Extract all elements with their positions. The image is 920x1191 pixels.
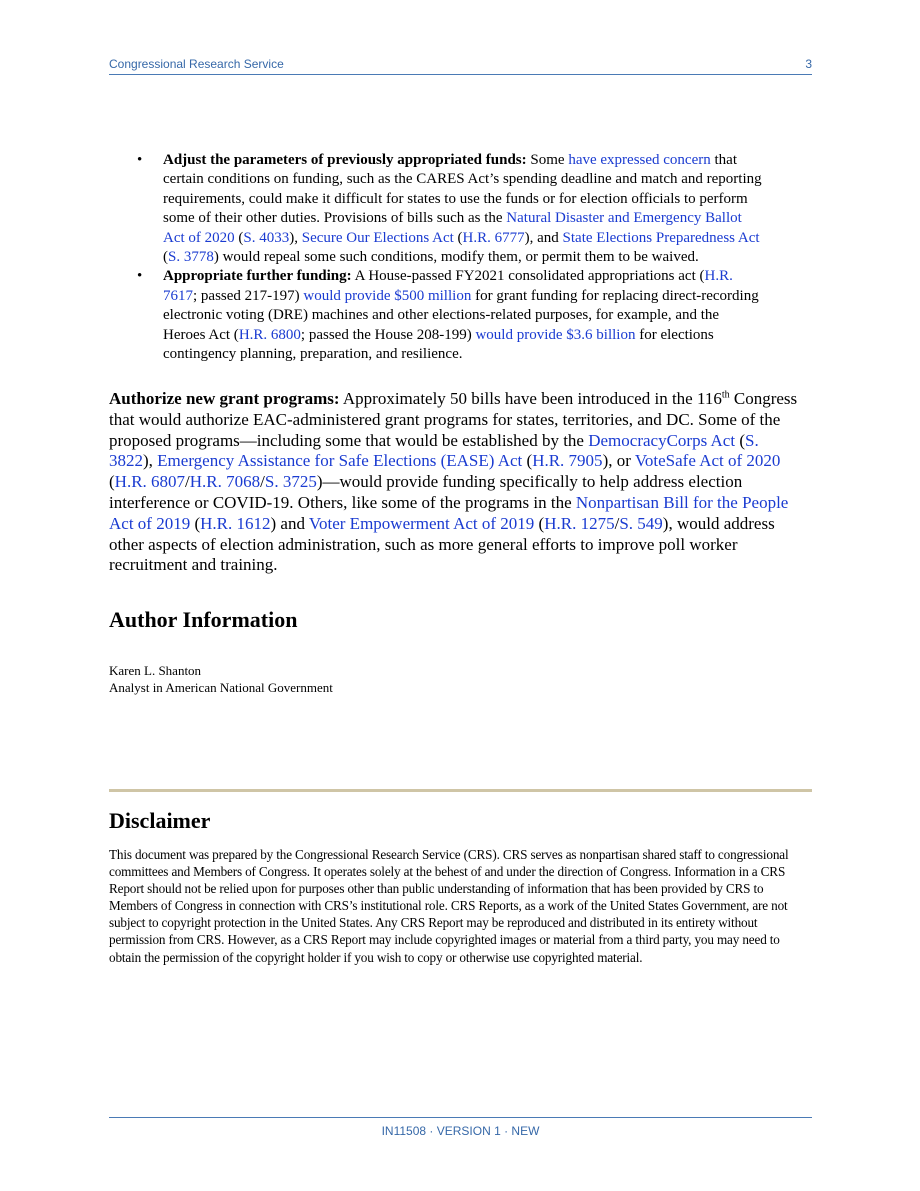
grant-programs-paragraph <box>109 389 804 576</box>
bullet-title: Adjust the parameters of previously appropriated funds: <box>163 152 527 168</box>
ordinal-suffix: th <box>721 389 730 401</box>
link-ease-act[interactable]: Emergency Assistance for Safe Elections (EASE) Act <box>157 451 523 471</box>
paragraph-text: ( <box>190 513 201 533</box>
link-s-549[interactable]: S. 549 <box>619 513 663 533</box>
bullet-text: A House-passed FY2021 consolidated appropriations act ( <box>351 268 705 285</box>
link-hr-6777[interactable]: H.R. 6777 <box>462 229 525 246</box>
bullet-item-adjust-parameters <box>137 151 762 267</box>
paragraph-text: ) and <box>270 513 309 533</box>
bullet-text: ( <box>234 229 244 246</box>
link-hr-7905[interactable]: H.R. 7905 <box>532 451 603 471</box>
link-votesafe-act[interactable]: VoteSafe Act of 2020 <box>634 451 781 471</box>
section-divider <box>109 789 812 792</box>
author-title: Analyst in American National Government <box>109 680 333 695</box>
author-info-block <box>109 662 333 696</box>
link-state-elections-preparedness-act[interactable]: State Elections Preparedness Act <box>562 229 760 246</box>
paragraph-text: / <box>260 472 265 492</box>
paragraph-text: Congress that would authorize EAC-administered grant programs for states, territories, and DC. Some of the proposed programs—including some that would be established by the <box>109 389 798 450</box>
header-source: Congressional Research Service <box>109 57 284 71</box>
page-footer <box>109 1117 812 1138</box>
link-s-3725[interactable]: S. 3725 <box>264 472 317 492</box>
link-would-provide-3-6-billion[interactable]: would provide $3.6 billion <box>475 326 636 343</box>
paragraph-text: ( <box>522 451 533 471</box>
bullet-text: for grant funding for replacing direct-recording electronic voting (DRE) machines and other elections-related purposes, for example, and the Heroes Act ( <box>163 287 759 343</box>
bullet-item-appropriate-funding <box>137 267 762 364</box>
link-hr-6800[interactable]: H.R. 6800 <box>238 326 301 343</box>
paragraph-text: ), <box>143 451 158 471</box>
paragraph-text: / <box>614 513 620 533</box>
link-s-3822[interactable]: S. 3822 <box>109 430 759 471</box>
bullet-text: ) would repeal some such conditions, modify them, or permit them to be waived. <box>213 249 699 266</box>
bullet-text: ; passed 217-197) <box>193 287 304 304</box>
link-have-expressed-concern[interactable]: have expressed concern <box>568 152 711 168</box>
link-secure-our-elections-act[interactable]: Secure Our Elections Act <box>301 229 454 246</box>
link-natural-disaster-ballot-act[interactable]: Natural Disaster and Emergency Ballot Act of 2020 <box>163 210 742 246</box>
paragraph-text: ), or <box>602 451 635 471</box>
link-would-provide-500-million[interactable]: would provide $500 million <box>303 287 472 304</box>
page-header <box>109 56 812 75</box>
link-hr-7068[interactable]: H.R. 7068 <box>189 472 261 492</box>
bullet-text: Some <box>526 152 569 168</box>
bullet-text: ( <box>453 229 463 246</box>
paragraph-text: ( <box>735 430 745 450</box>
link-hr-6807[interactable]: H.R. 6807 <box>114 472 186 492</box>
link-hr-1275[interactable]: H.R. 1275 <box>544 513 615 533</box>
bullet-dot-icon: • <box>137 268 143 285</box>
link-s-4033[interactable]: S. 4033 <box>243 229 290 246</box>
bullet-text: ( <box>163 249 168 266</box>
bullet-text: ), and <box>524 229 563 246</box>
link-s-3778[interactable]: S. 3778 <box>168 249 214 266</box>
bullet-text: ; passed the House 208-199) <box>300 326 476 343</box>
bullet-title: Appropriate further funding: <box>163 268 352 285</box>
paragraph-text: / <box>185 472 190 492</box>
header-page-number: 3 <box>805 57 812 71</box>
paragraph-title: Authorize new grant programs: <box>109 389 340 408</box>
paragraph-text: ( <box>534 513 545 533</box>
paragraph-text: Approximately 50 bills have been introduced in the 116 <box>339 389 722 408</box>
paragraph-text: ( <box>109 472 115 492</box>
bullet-list <box>137 151 762 364</box>
disclaimer-heading: Disclaimer <box>109 808 211 833</box>
bullet-text: ), <box>289 229 302 246</box>
bullet-text: for elections contingency planning, preparation, and resilience. <box>163 326 714 363</box>
link-bill-for-the-people-act[interactable]: Nonpartisan Bill for the People Act of 2019 <box>109 492 789 533</box>
author-info-heading: Author Information <box>109 607 298 632</box>
link-voter-empowerment-act[interactable]: Voter Empowerment Act of 2019 <box>308 513 535 533</box>
link-hr-7617[interactable]: H.R. 7617 <box>163 268 733 304</box>
footer-document-id: IN11508 · VERSION 1 · NEW <box>381 1124 540 1138</box>
disclaimer-text: This document was prepared by the Congressional Research Service (CRS). CRS serves as nonpartisan shared staff to congressional committees and Members of Congress. It operates solely at the behest of and under the direction of Congress. Information in a CRS Report should not be relied upon for purposes other than public understanding of information that has been provided by CRS to Members of Congress in connection with CRS’s institutional role. CRS Reports, as a work of the United States Government, are not subject to copyright protection in the United States. Any CRS Report may be reproduced and distributed in its entirety without permission from CRS. However, as a CRS Report may include copyrighted images or material from a third party, you may need to obtain the permission of the copyright holder if you wish to copy or otherwise use copyrighted material. <box>109 847 789 965</box>
link-democracycorps-act[interactable]: DemocracyCorps Act <box>588 430 736 450</box>
bullet-text: that certain conditions on funding, such as the CARES Act’s spending deadline and match and reporting requirements, could make it difficult for states to use the funds or for election officials to perform some of their other duties. Provisions of bills such as the <box>163 152 762 227</box>
bullet-dot-icon: • <box>137 152 143 168</box>
author-name: Karen L. Shanton <box>109 663 202 678</box>
paragraph-text: ), would address other aspects of election administration, such as more general efforts to improve poll worker recruitment and training. <box>109 513 775 575</box>
link-hr-1612[interactable]: H.R. 1612 <box>200 513 271 533</box>
paragraph-text: )—would provide funding specifically to help address election interference or COVID-19. Others, like some of the programs in the <box>109 472 743 512</box>
